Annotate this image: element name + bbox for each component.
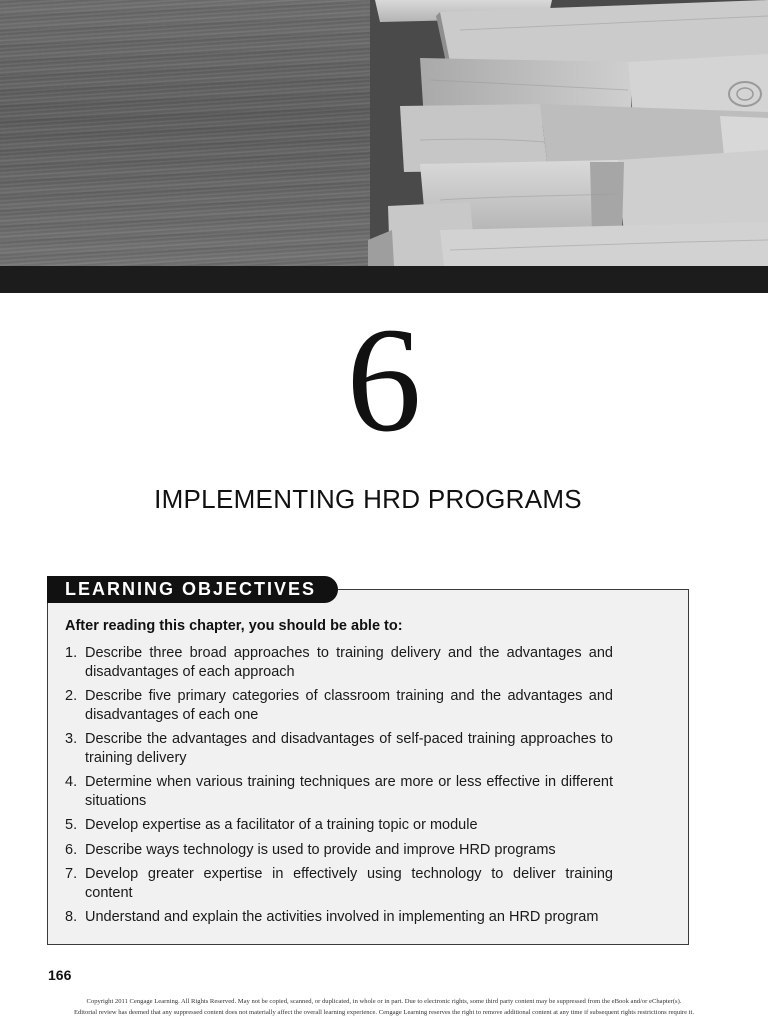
objective-text: Describe ways technology is used to provide and improve HRD programs (85, 841, 556, 858)
objective-number: 1. (65, 645, 78, 661)
objective-item (65, 841, 613, 860)
objective-text: Develop greater expertise in effectively using technology to deliver training content (85, 866, 613, 901)
objective-item (65, 865, 613, 902)
objectives-list (65, 644, 613, 933)
objective-item (65, 687, 613, 724)
stacked-wood-blocks-image (0, 0, 768, 266)
copyright-line-1: Copyright 2011 Cengage Learning. All Rights Reserved. May not be copied, scanned, or duplicated, in whole or in part. Due to electronic rights, some third party content may be suppressed from the eBook and/or eChapter(s). (86, 998, 682, 1005)
objective-number: 3. (65, 731, 78, 747)
objectives-intro: After reading this chapter, you should be able to: (65, 618, 403, 634)
page-number: 166 (48, 967, 72, 983)
objective-text: Understand and explain the activities involved in implementing an HRD program (85, 909, 599, 925)
objective-text: Describe the advantages and disadvantages of self-paced training approaches to training delivery (85, 731, 613, 766)
objective-number: 4. (65, 774, 78, 790)
objective-text: Develop expertise as a facilitator of a training topic or module (85, 817, 478, 833)
chapter-number: 6 (346, 297, 422, 463)
objective-text: Describe three broad approaches to training delivery and the advantages and disadvantages of each approach (85, 645, 613, 680)
objective-text: Determine when various training techniques are more or less effective in different situations (85, 774, 613, 809)
objective-item (65, 730, 613, 767)
learning-objectives-heading: LEARNING OBJECTIVES (47, 576, 338, 603)
copyright-line-2: Editorial review has deemed that any suppressed content does not materially affect the overall learning experience. Cengage Learning reserves the right to remove additional content at any time if subsequent rights restrictions require it. (73, 1009, 695, 1016)
objective-item (65, 773, 613, 810)
objective-item (65, 816, 613, 835)
objective-number: 7. (65, 866, 78, 882)
chapter-title: IMPLEMENTING HRD PROGRAMS (154, 484, 582, 514)
chapter-header-photo (0, 0, 768, 266)
objective-number: 2. (65, 688, 78, 704)
header-band (0, 266, 768, 293)
copyright-notice (20, 996, 748, 1018)
objective-item (65, 644, 613, 681)
objective-text: Describe five primary categories of classroom training and the advantages and disadvantages of each one (85, 688, 613, 723)
objective-item (65, 908, 613, 927)
objective-number: 6. (65, 841, 78, 858)
objective-number: 5. (65, 817, 78, 833)
objective-number: 8. (65, 909, 78, 925)
